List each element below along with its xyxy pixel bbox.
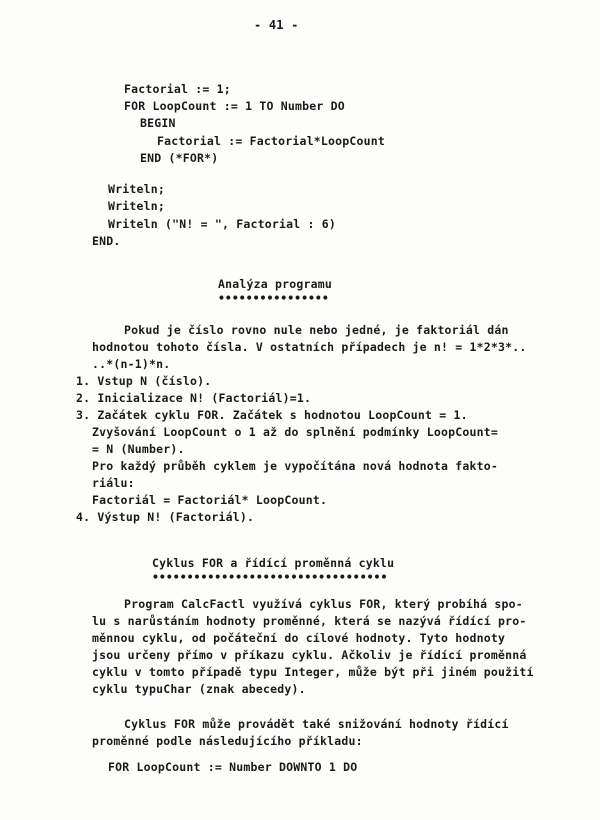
text-line: hodnotou tohoto čísla. V ostatních případech je n! = 1*2*3*.. <box>92 340 527 354</box>
text-line: riálu: <box>92 476 135 490</box>
code-line: Writeln; <box>108 182 165 196</box>
text-line: = N (Number). <box>92 442 185 456</box>
code-line: Factorial := 1; <box>124 82 231 96</box>
text-line: měnnou cyklu, od počáteční do cílové hodnoty. Tyto hodnoty <box>92 631 506 645</box>
page-number: - 41 - <box>254 18 299 32</box>
text-line: lu s narůstáním hodnoty proměnné, která se nazývá řídící pro- <box>92 614 527 628</box>
text-line: Program CalcFactl využívá cyklus FOR, který probíhá spo- <box>124 597 523 611</box>
code-line: Writeln ("N! = ", Factorial : 6) <box>108 217 336 231</box>
code-line: FOR LoopCount := 1 TO Number DO <box>124 99 345 113</box>
code-line: BEGIN <box>140 116 176 130</box>
text-line: Zvyšování LoopCount o 1 až do splnění podmínky LoopCount= <box>92 425 499 439</box>
text-line: Cyklus FOR může provádět také snižování hodnoty řídící <box>124 717 509 731</box>
text-line: Pokud je číslo rovno nule nebo jedné, je faktoriál dán <box>124 323 509 337</box>
section-underline-analysis: •••••••••••••••• <box>218 291 329 305</box>
text-line: 2. Inicializace N! (Factoriál)=1. <box>76 391 312 405</box>
code-example-downto: FOR LoopCount := Number DOWNTO 1 DO <box>108 760 358 774</box>
section-underline-for-loop: •••••••••••••••••••••••••••••••••• <box>152 570 388 584</box>
text-line: jsou určeny přímo v příkazu cyklu. Ačkoliv je řídící proměnná <box>92 648 527 662</box>
code-line: Writeln; <box>108 199 165 213</box>
text-line: proměnné podle následujícího příkladu: <box>92 734 363 748</box>
text-line: cyklu v tomto případě typu Integer, může být při jiném použití <box>92 665 534 679</box>
text-line: ..*(n-1)*n. <box>92 357 171 371</box>
code-line: Factorial := Factorial*LoopCount <box>157 134 385 148</box>
code-line: END (*FOR*) <box>140 151 219 165</box>
text-line: Pro každý průběh cyklem je vypočítána nová hodnota fakto- <box>92 459 499 473</box>
text-line: 4. Výstup N! (Factoriál). <box>76 510 255 524</box>
code-line: END. <box>92 234 121 248</box>
text-line: cyklu typuChar (znak abecedy). <box>92 682 306 696</box>
text-line: Factoriál = Factoriál* LoopCount. <box>92 493 328 507</box>
text-line: 1. Vstup N (číslo). <box>76 374 212 388</box>
section-title-analysis: Analýza programu <box>218 277 332 291</box>
section-title-for-loop: Cyklus FOR a řídící proměnná cyklu <box>152 556 395 570</box>
text-line: 3. Začátek cyklu FOR. Začátek s hodnotou LoopCount = 1. <box>76 408 468 422</box>
